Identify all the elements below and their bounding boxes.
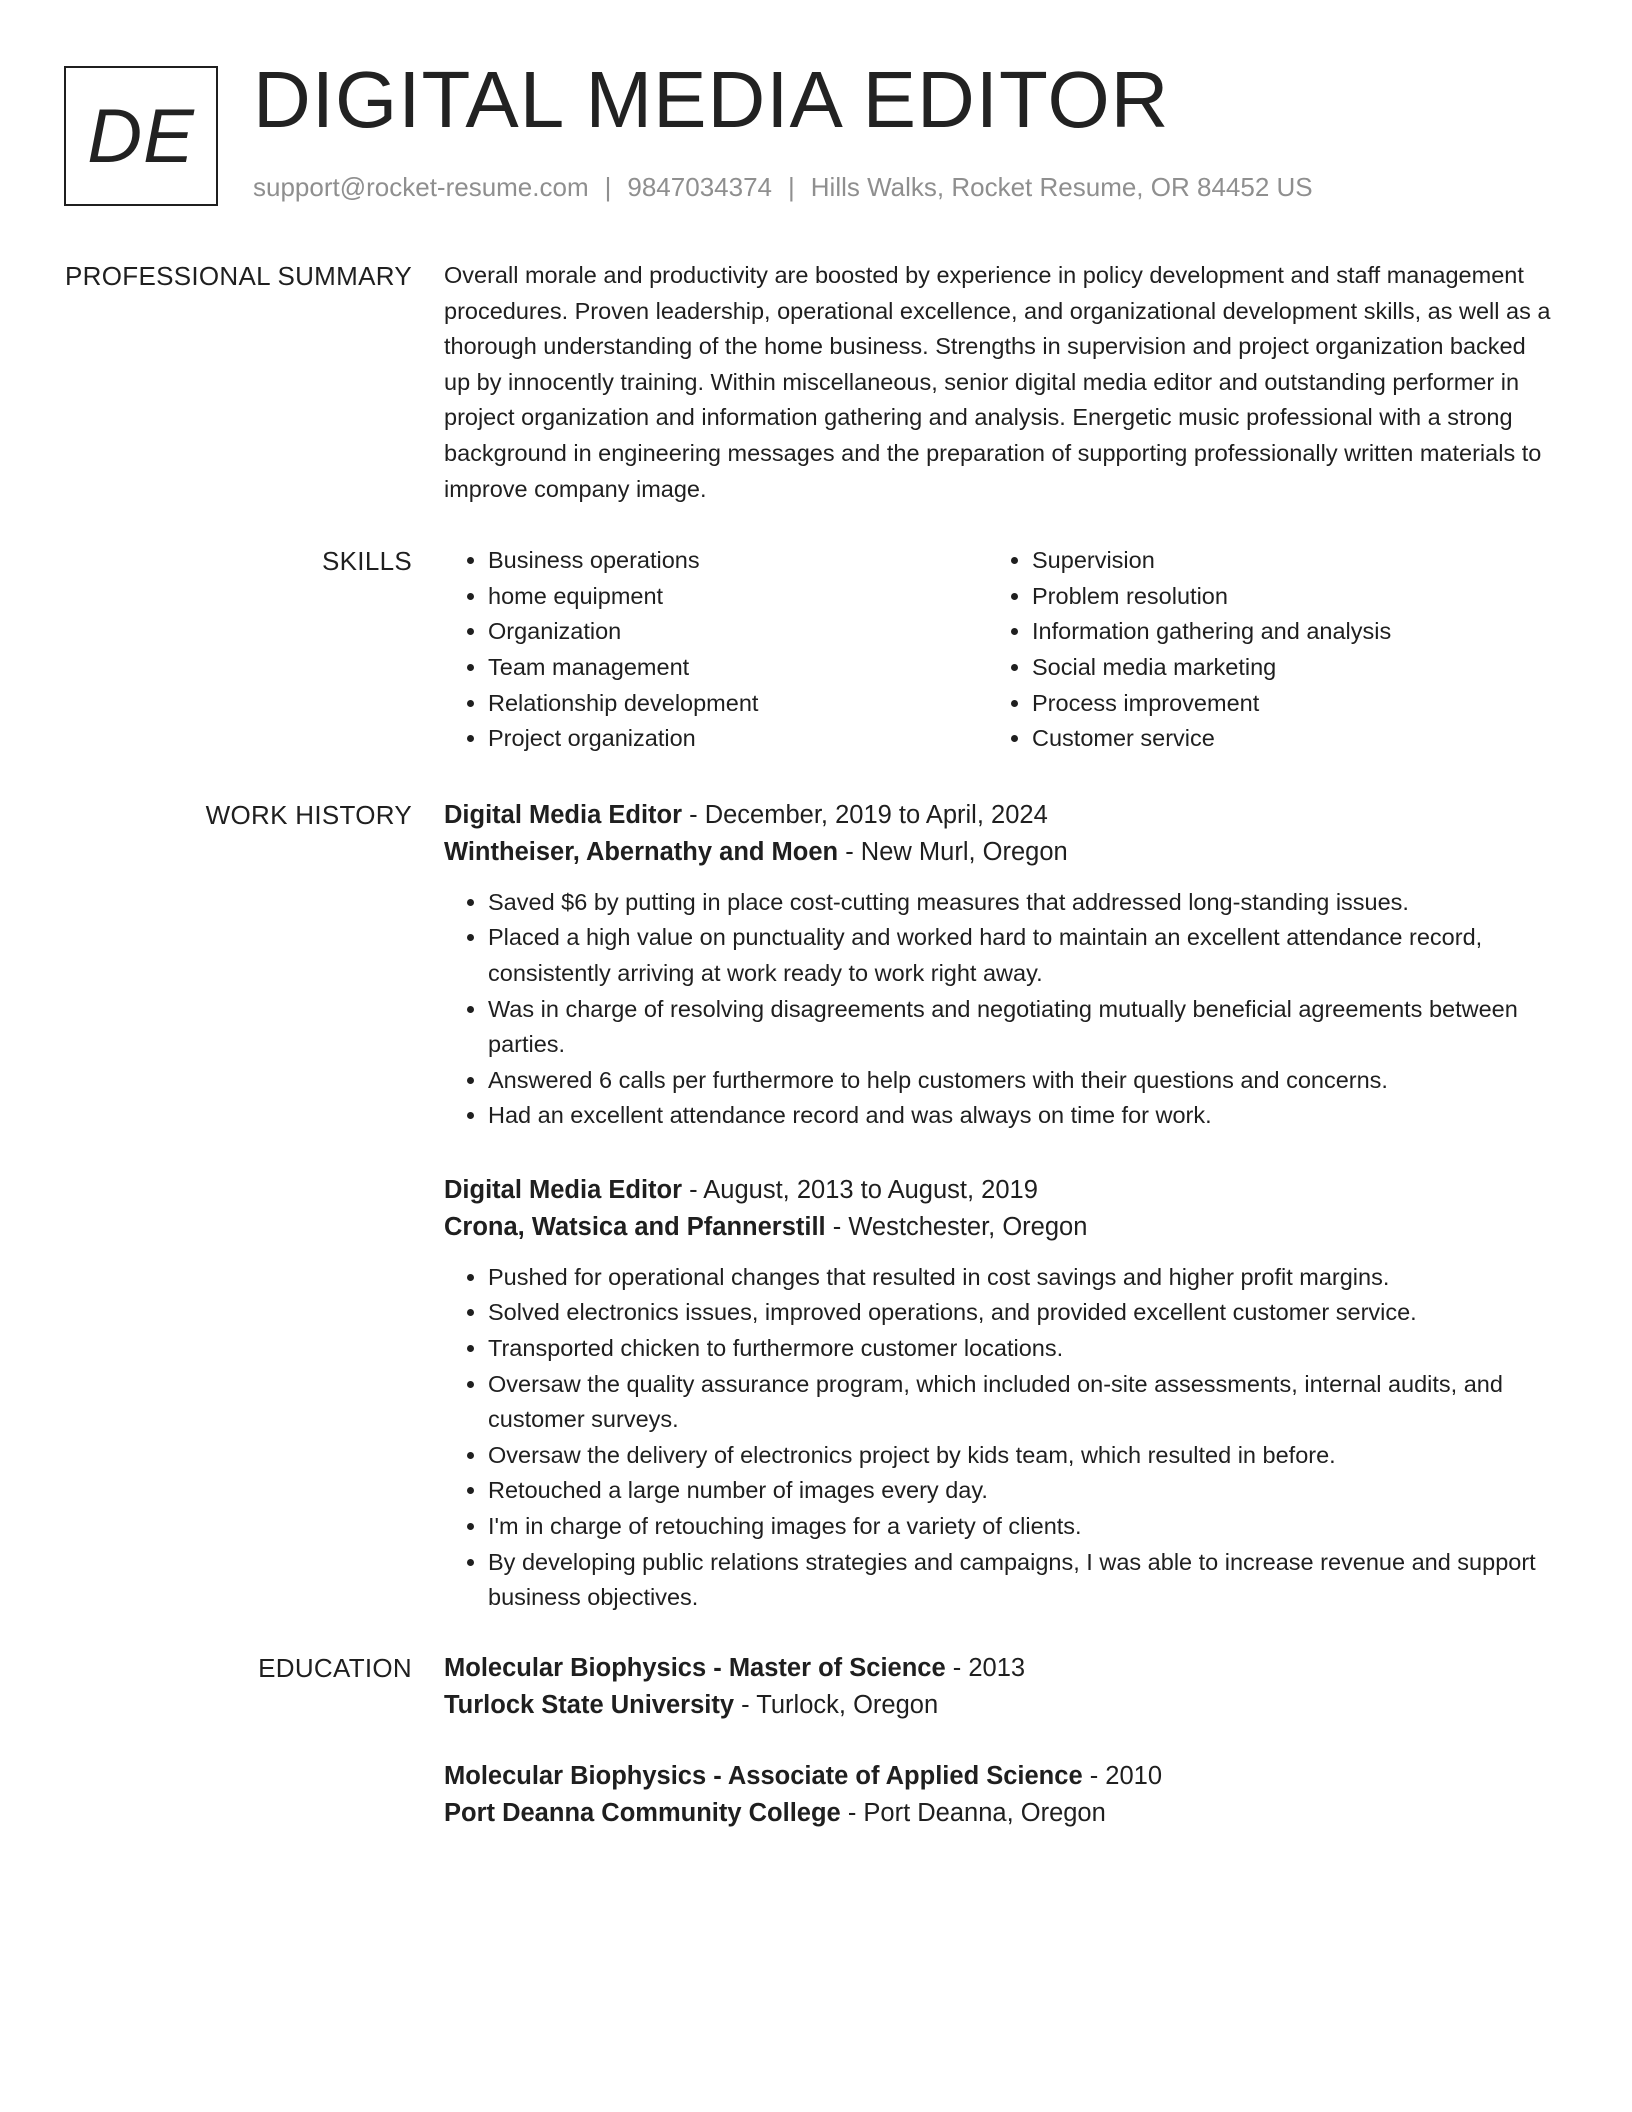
section-content — [444, 1650, 1556, 1832]
skill-item: • Organization — [488, 614, 988, 650]
job-location: - New Murl, Oregon — [838, 837, 1068, 866]
skill-item: • Information gathering and analysis — [1032, 614, 1391, 650]
education-location: - Port Deanna, Oregon — [840, 1798, 1106, 1827]
section-content — [444, 797, 1556, 1616]
education-year: - 2013 — [945, 1653, 1026, 1682]
job-company: Crona, Watsica and Pfannerstill — [444, 1212, 826, 1241]
skill-item: • Business operations — [488, 543, 988, 579]
resume-body — [0, 258, 1632, 1832]
job-bullet: • Retouched a large number of images every day. — [488, 1473, 1556, 1509]
education-school: Port Deanna Community College — [444, 1798, 841, 1827]
education-location: - Turlock, Oregon — [734, 1690, 939, 1719]
section-label: WORK HISTORY — [205, 799, 412, 830]
contact-email: support@rocket-resume.com — [253, 172, 589, 202]
job-bullet: • Solved electronics issues, improved operations, and provided excellent customer service. — [488, 1295, 1556, 1331]
job-bullet: • Transported chicken to furthermore customer locations. — [488, 1331, 1556, 1367]
job-bullet: • Placed a high value on punctuality and worked hard to maintain an excellent attendance record, consistently arriving at work ready to work right away. — [488, 920, 1556, 991]
job-location: - Westchester, Oregon — [825, 1212, 1088, 1241]
job-title-line — [444, 797, 1556, 834]
education-school-line — [444, 1687, 1556, 1724]
job-dates: - December, 2019 to April, 2024 — [682, 800, 1048, 829]
job-bullet: • I'm in charge of retouching images for a variety of clients. — [488, 1509, 1556, 1545]
skill-item: • Problem resolution — [1032, 579, 1391, 615]
education-degree: Molecular Biophysics - Master of Science — [444, 1653, 946, 1682]
education-entry — [444, 1758, 1556, 1832]
job-title: Digital Media Editor — [444, 800, 683, 829]
contact-separator: | — [604, 172, 612, 202]
skill-item: • Process improvement — [1032, 686, 1391, 722]
job-bullet: • Was in charge of resolving disagreements and negotiating mutually beneficial agreements between parties. — [488, 992, 1556, 1063]
skill-item: • home equipment — [488, 579, 988, 615]
job-entry — [444, 1172, 1556, 1616]
skills-list — [444, 543, 1556, 757]
job-dates: - August, 2013 to August, 2019 — [682, 1175, 1038, 1204]
job-bullet: • Had an excellent attendance record and was always on time for work. — [488, 1098, 1556, 1134]
initials-text: DE — [87, 93, 195, 179]
section-skills — [0, 543, 1632, 757]
job-bullet: • By developing public relations strategies and campaigns, I was able to increase revenue and support business objectives. — [488, 1545, 1556, 1616]
education-degree-line — [444, 1758, 1556, 1795]
job-bullets — [444, 1260, 1556, 1616]
job-bullet: • Answered 6 calls per furthermore to help customers with their questions and concerns. — [488, 1063, 1556, 1099]
job-bullet: • Oversaw the delivery of electronics project by kids team, which resulted in before. — [488, 1438, 1556, 1474]
section-work-history — [0, 797, 1632, 1616]
education-degree: Molecular Biophysics - Associate of Applied Science — [444, 1761, 1083, 1790]
section-education — [0, 1650, 1632, 1832]
skill-item: • Social media marketing — [1032, 650, 1391, 686]
contact-line — [253, 172, 1313, 203]
job-title-line — [444, 1172, 1556, 1209]
skills-column-1 — [444, 543, 988, 757]
skills-column-2 — [988, 543, 1391, 757]
job-company-line — [444, 1209, 1556, 1246]
job-bullet: • Oversaw the quality assurance program, which included on-site assessments, internal audits, and customer surveys. — [488, 1367, 1556, 1438]
education-school-line — [444, 1795, 1556, 1832]
section-label: EDUCATION — [258, 1652, 412, 1683]
contact-address: Hills Walks, Rocket Resume, OR 84452 US — [810, 172, 1313, 202]
job-entry — [444, 797, 1556, 1134]
section-label: PROFESSIONAL SUMMARY — [65, 261, 412, 291]
education-school: Turlock State University — [444, 1690, 735, 1719]
section-label: SKILLS — [322, 546, 412, 577]
job-bullets — [444, 885, 1556, 1134]
initials-monogram — [64, 66, 218, 206]
skill-item: • Relationship development — [488, 686, 988, 722]
contact-phone: 9847034374 — [627, 172, 772, 202]
skill-item: • Customer service — [1032, 721, 1391, 757]
job-title: Digital Media Editor — [444, 1175, 683, 1204]
job-bullet: • Saved $6 by putting in place cost-cutting measures that addressed long-standing issues. — [488, 885, 1556, 921]
education-year: - 2010 — [1082, 1761, 1163, 1790]
contact-separator: | — [788, 172, 795, 202]
skill-item: • Team management — [488, 650, 988, 686]
skill-item: • Supervision — [1032, 543, 1391, 579]
summary-text: Overall morale and productivity are boosted by experience in policy development and staff management procedures. Proven leadership, operational excellence, and organizational development skills, as well as a thorough understanding of the home business. Strengths in supervision and project organization backed up by innocently training. Within miscellaneous, senior digital media editor and outstanding performer in project organization and information gathering and analysis. Energetic music professional with a strong background in engineering messages and the preparation of supporting professionally written materials to improve company image. — [444, 262, 1551, 502]
job-bullet: • Pushed for operational changes that resulted in cost savings and higher profit margins. — [488, 1260, 1556, 1296]
education-degree-line — [444, 1650, 1556, 1687]
skill-item: • Project organization — [488, 721, 988, 757]
education-entry — [444, 1650, 1556, 1724]
section-content — [444, 258, 1556, 507]
page-title: DIGITAL MEDIA EDITOR — [253, 55, 1170, 144]
job-company-line — [444, 834, 1556, 871]
job-company: Wintheiser, Abernathy and Moen — [444, 837, 839, 866]
section-professional-summary — [0, 258, 1632, 507]
